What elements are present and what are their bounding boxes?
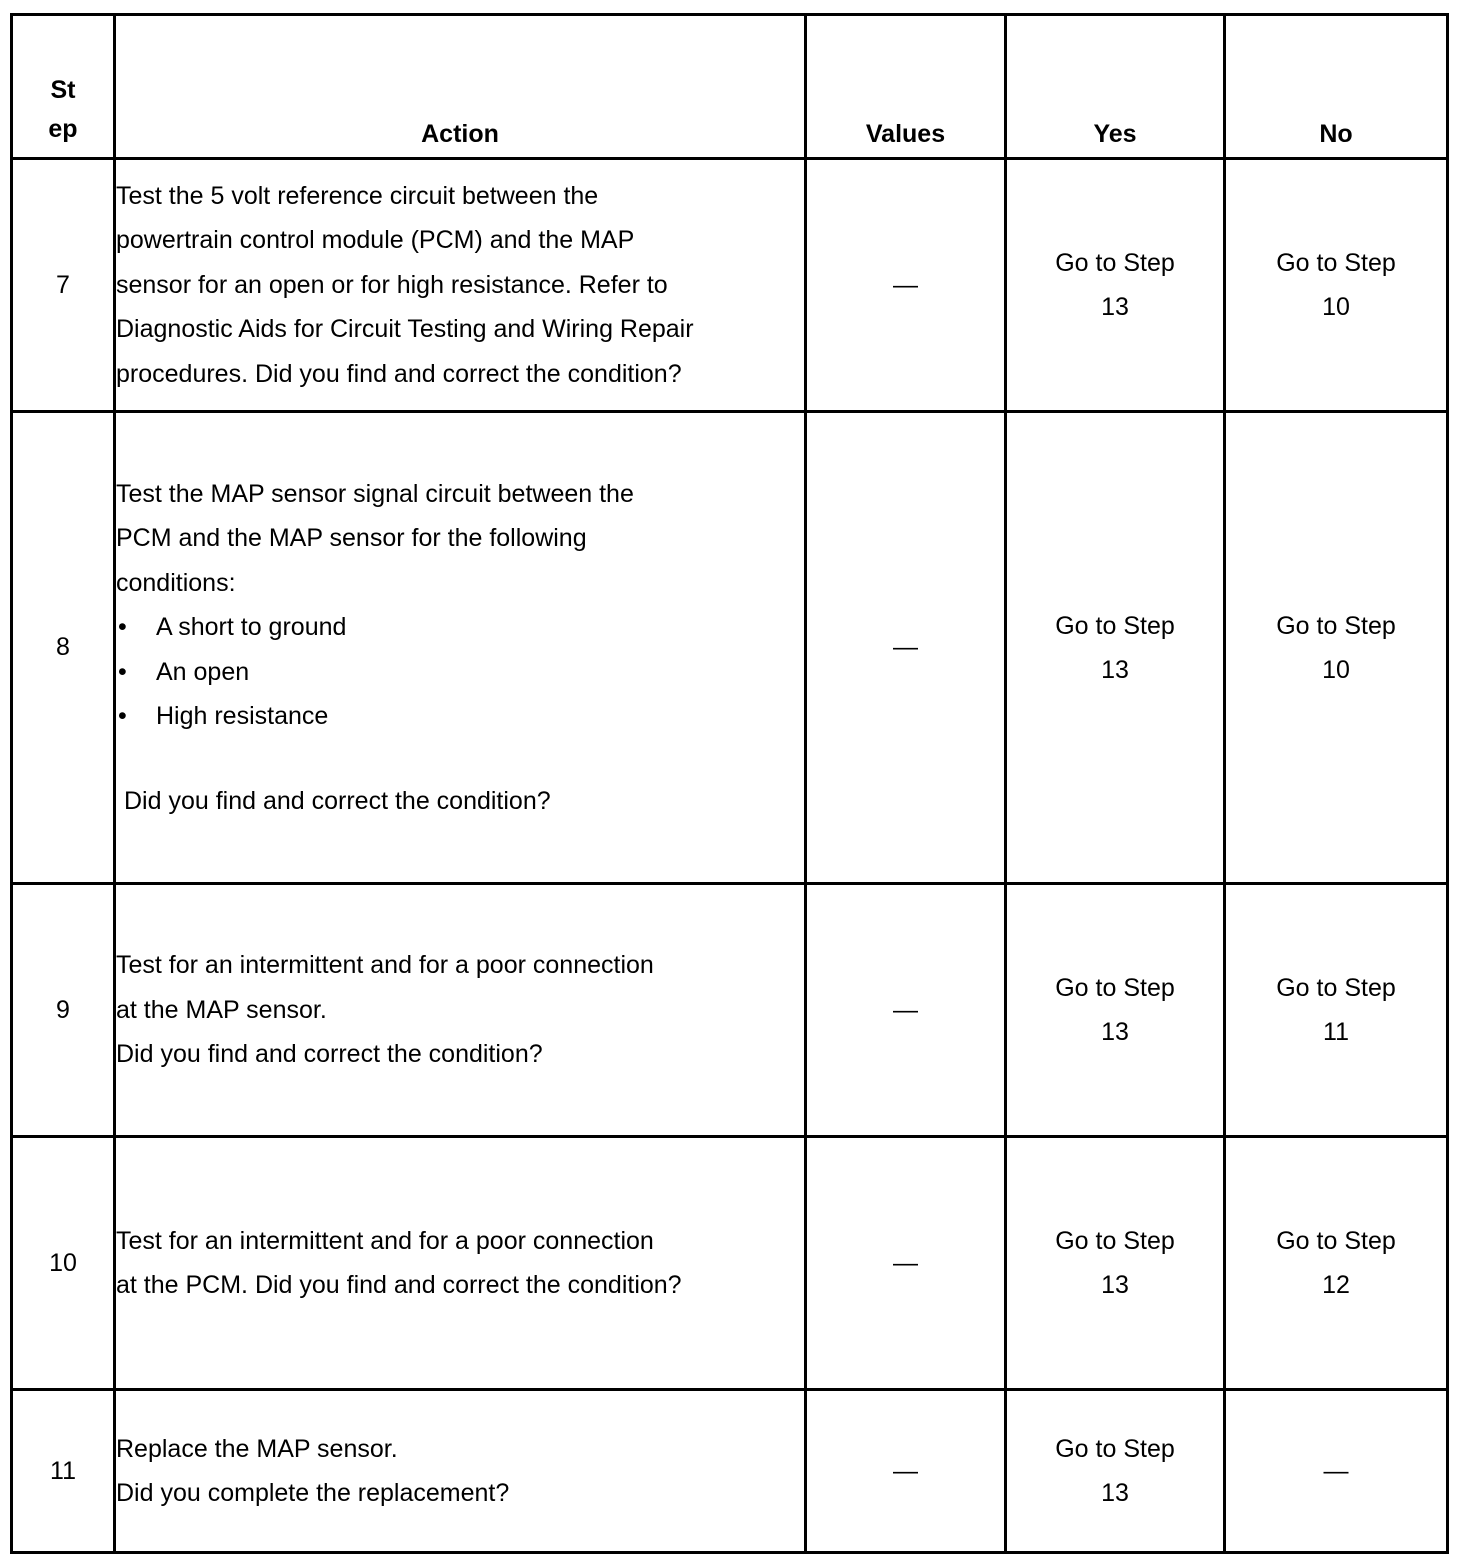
spacer (116, 739, 804, 779)
step-number: 7 (12, 159, 115, 412)
yes-goto-label: Go to Step (1055, 1227, 1175, 1255)
action-line: Test for an intermittent and for a poor connection (116, 1226, 654, 1255)
action-line: powertrain control module (PCM) and the MAP (116, 226, 635, 255)
action-line: at the MAP sensor. (116, 995, 327, 1024)
yes-goto-step: 13 (1101, 293, 1129, 321)
bullet-dot-icon: • (118, 613, 127, 642)
no-cell (1225, 412, 1448, 884)
values-cell: — (806, 412, 1006, 884)
bullet-text: An open (156, 657, 250, 686)
action-cell (115, 159, 806, 412)
yes-cell (1006, 1390, 1225, 1553)
header-action: Action (115, 15, 806, 159)
table-header-row (12, 15, 1448, 159)
yes-goto-label: Go to Step (1055, 974, 1175, 1002)
step-number: 9 (12, 884, 115, 1137)
values-cell: — (806, 884, 1006, 1137)
action-line: Test for an intermittent and for a poor connection (116, 951, 654, 980)
no-cell (1225, 1390, 1448, 1553)
no-cell (1225, 159, 1448, 412)
yes-goto-step: 13 (1101, 1271, 1129, 1299)
no-goto-step: 10 (1322, 293, 1350, 321)
action-line: Diagnostic Aids for Circuit Testing and Wiring Repair (116, 315, 694, 344)
step-number: 10 (12, 1137, 115, 1390)
no-cell (1225, 884, 1448, 1137)
no-goto-label: Go to Step (1276, 974, 1396, 1002)
yes-goto-label: Go to Step (1055, 249, 1175, 277)
values-cell: — (806, 159, 1006, 412)
header-step (12, 15, 115, 159)
yes-goto-step: 13 (1101, 655, 1129, 684)
yes-goto-step: 13 (1101, 1018, 1129, 1046)
yes-cell (1006, 884, 1225, 1137)
action-cell (115, 1390, 806, 1553)
step-number: 8 (12, 412, 115, 884)
yes-goto-label: Go to Step (1055, 611, 1175, 640)
action-line: conditions: (116, 568, 236, 597)
no-goto-step: 11 (1323, 1018, 1349, 1046)
bullet-text: High resistance (156, 702, 329, 731)
header-no: No (1225, 15, 1448, 159)
no-goto-label: Go to Step (1276, 611, 1396, 640)
yes-cell (1006, 159, 1225, 412)
bullet-text: A short to ground (156, 613, 347, 642)
action-line: Test the 5 volt reference circuit between the (116, 181, 599, 210)
no-goto-label: Go to Step (1276, 1227, 1396, 1255)
yes-goto-step: 13 (1101, 1479, 1129, 1507)
action-line: sensor for an open or for high resistance. Refer to (116, 270, 668, 299)
header-step-line1: St (50, 76, 76, 104)
yes-goto-label: Go to Step (1055, 1435, 1175, 1463)
action-cell (115, 884, 806, 1137)
action-line: PCM and the MAP sensor for the following (116, 524, 587, 553)
no-goto-step: 10 (1322, 655, 1350, 684)
bullet-dot-icon: • (118, 657, 127, 686)
action-line: Replace the MAP sensor. (116, 1434, 398, 1463)
action-line: Did you complete the replacement? (116, 1479, 510, 1507)
no-goto-label: — (1323, 1457, 1349, 1485)
values-cell: — (806, 1390, 1006, 1553)
header-values: Values (806, 15, 1006, 159)
action-line: at the PCM. Did you find and correct the condition? (116, 1271, 682, 1299)
action-cell (115, 412, 806, 884)
table-row (12, 412, 1448, 884)
table-row (12, 884, 1448, 1137)
no-cell (1225, 1137, 1448, 1390)
values-cell: — (806, 1137, 1006, 1390)
header-yes: Yes (1006, 15, 1225, 159)
bullet-item (116, 605, 804, 650)
table-row (12, 1390, 1448, 1553)
diagnostic-table (10, 13, 1449, 1554)
action-cell (115, 1137, 806, 1390)
table-row (12, 1137, 1448, 1390)
yes-cell (1006, 1137, 1225, 1390)
step-number: 11 (12, 1390, 115, 1553)
no-goto-label: Go to Step (1276, 249, 1396, 277)
yes-cell (1006, 412, 1225, 884)
header-step-line2: ep (48, 115, 78, 143)
bullet-item (116, 650, 804, 695)
action-line: Did you find and correct the condition? (116, 1040, 543, 1069)
action-question: Did you find and correct the condition? (124, 786, 551, 815)
action-line: Test the MAP sensor signal circuit between the (116, 479, 634, 508)
table-row (12, 159, 1448, 412)
no-goto-step: 12 (1322, 1271, 1350, 1299)
action-line: procedures. Did you find and correct the condition? (116, 359, 682, 388)
bullet-item (116, 694, 804, 739)
bullet-dot-icon: • (118, 702, 127, 731)
